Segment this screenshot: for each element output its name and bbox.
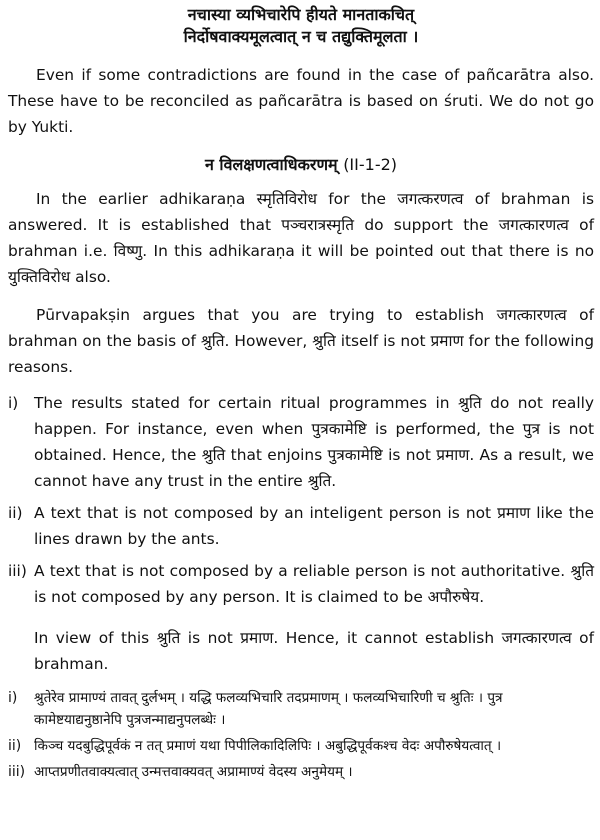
sanskrit-list-item <box>8 735 594 757</box>
section-heading-ref: (II-1-2) <box>343 155 398 174</box>
sanskrit-list-item <box>8 761 594 783</box>
list-text: A text that is not composed by a reliable person is not authoritative. श्रुति is not composed by any person. It is claimed to be अपौरुषेय. <box>34 562 594 606</box>
list-number: iii) <box>8 562 27 580</box>
section-heading-title: न विलक्षणत्वाधिकरणम् <box>204 155 338 174</box>
list-item <box>8 558 594 610</box>
sanskrit-text: श्रुतेरेव प्रामाण्यं तावत् दुर्लभम् । यद्धि फलव्यभिचारि तदप्रमाणम् । फलव्यभिचारिणी च श्रुतिः । पुत्र कामेष्टयाद्यनुष्ठानेपि पुत्रजन्माद्यनुपलब्धेः । <box>34 690 503 729</box>
list-text: The results stated for certain ritual programmes in श्रुति do not really happen. For instance, even when पुत्रकामेष्टि is performed, the पुत्र is not obtained. Hence, the श्रुति that enjoins पुत्रकामेष्टि is not प्रमाण. As a result, we cannot have any trust in the entire श्रुति. <box>34 394 594 490</box>
list-number: ii) <box>8 738 22 755</box>
paragraph-adhikarana: In the earlier adhikaraṇa स्मृतिविरोध for the जगत्करणत्व of brahman is answered. It is established that पञ्चरात्रस्मृति do support the जगत्कारणत्व of brahman i.e. विष्णु. In this adhikaraṇa it will be pointed out that there is no युक्तिविरोध also. <box>8 190 594 286</box>
sanskrit-text: आप्तप्रणीतवाक्यत्वात् उन्मत्तवाक्यवत् अप्रामाण्यं वेदस्य अनुमेयम् । <box>34 764 353 781</box>
list-number: i) <box>8 394 19 412</box>
sanskrit-text: किञ्च यदबुद्धिपूर्वकं न तत् प्रमाणं यथा पिपीलिकादिलिपिः । अबुद्धिपूर्वकश्च वेदः अपौरुषेयत्वात् । <box>34 738 502 755</box>
list-number: ii) <box>8 504 23 522</box>
paragraph-pancaratra: Even if some contradictions are found in the case of pañcarātra also. These have to be reconciled as pañcarātra is based on śruti. We do not go by Yukti. <box>8 66 594 136</box>
paragraph-purvapaksin: Pūrvapakṣin argues that you are trying to establish जगत्कारणत्व of brahman on the basis of श्रुति. However, श्रुति itself is not प्रमाण for the following reasons. <box>8 306 594 376</box>
verse-line-1: नचास्या व्यभिचारेपि हीयते मानताकचित् <box>187 5 415 24</box>
list-item <box>8 500 594 552</box>
list-number: iii) <box>8 764 26 781</box>
verse-line-2: निर्दोषवाक्यमूलत्वात् न च तद्युक्तिमूलता । <box>183 27 419 46</box>
paragraph-conclusion: In view of this श्रुति is not प्रमाण. Hence, it cannot establish जगत्कारणत्व of brahman. <box>34 629 594 674</box>
sanskrit-list-item <box>8 687 594 731</box>
section-heading <box>8 152 594 178</box>
list-number: i) <box>8 690 18 707</box>
list-text: A text that is not composed by an inteligent person is not प्रमाण like the lines drawn by the ants. <box>34 504 594 548</box>
list-item <box>8 390 594 494</box>
